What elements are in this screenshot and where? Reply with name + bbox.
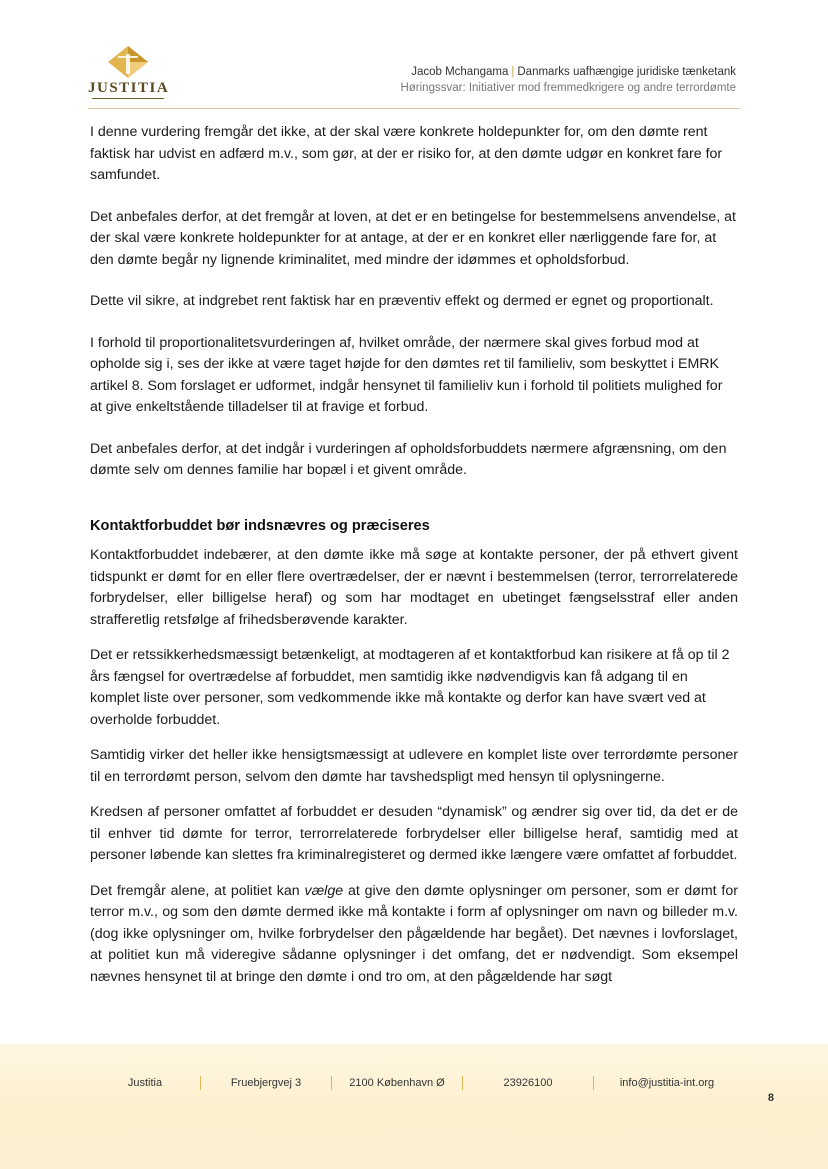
paragraph-9: Kredsen af personer omfattet af forbuddet er desuden “dynamisk” og ændrer sig over tid, da det er de til enhver tid dømte for terror, terrorrelaterede forbrydelser eller billigelse heraf, samtidig med at personer løbende kan slettes fra kriminalregisteret og dermed ikke længere være omfattet af forbuddet. (90, 804, 738, 863)
header-author-line (400, 66, 736, 78)
justitia-emblem-icon (104, 44, 152, 80)
paragraph-6: Kontaktforbuddet indebærer, at den dømte ikke må søge at kontakte personer, der på ethvert givent tidspunkt er dømt for en eller flere overtrædelser, der er nævnt i bestemmelsen (terror, terrorrelaterede forbrydelser, eller billigelse heraf) og som har modtaget en ubetinget fængselsstraf eller anden strafferetlig retsfølge af frihedsberøvende karakter. (90, 547, 738, 628)
emphasis-word: vælge (304, 882, 344, 899)
paragraph-10-end: at give den dømte oplysninger om personer, som er dømt for terror m.v., og som den dømte dermed ikke må kontakte i form af oplysninger om navn og billeder m.v. (dog ikke oplysninger om, hvilke forbrydelser den pågældende har begået). Det nævnes i lovforslaget, at politiet kun må videregive sådanne oplysninger i det omfang, det er nødvendigt. Som eksempel nævnes hensynet til at bringe den dømte i ond tro om, at den pågældende har søgt (90, 882, 738, 985)
logo-text: JUSTITIA (88, 80, 170, 96)
page-header (0, 0, 828, 112)
paragraph-10 (90, 881, 738, 989)
paragraph-4: I forhold til proportionalitetsvurderingen af, hvilket område, der nærmere skal gives forbud mod at opholde sig i, ses der ikke at være taget højde for den dømtes ret til familieliv, som beskyttet i EMRK artikel 8. Som forslaget er udformet, indgår hensynet til familieliv kun i forhold til politiets mulighed for at give enkeltstående tilladelser til at fravige et forbud. (90, 334, 723, 415)
footer-name: Justitia (127, 1077, 163, 1089)
paragraph-3: Dette vil sikre, at indgrebet rent faktisk har en præventiv effekt og dermed er egnet og proportionalt. (90, 293, 714, 309)
header-info (400, 66, 736, 94)
section-heading: Kontaktforbuddet bør indsnævres og præciseres (90, 517, 430, 534)
logo-underline (92, 98, 164, 99)
footer-phone: 23926100 (503, 1077, 553, 1089)
paragraph-7: Det er retssikkerhedsmæssigt betænkeligt, at modtageren af et kontaktforbud kan risikere at få op til 2 års fængsel for overtrædelse af forbuddet, men samtidig ikke nødvendigvis kan få adgang til en komplet liste over personer, som vedkommende ikke må kontakte og derfor kan have svært ved at overholde forbuddet. (90, 647, 730, 728)
footer-email: info@justitia-int.org (619, 1077, 715, 1089)
paragraph-1: I denne vurdering fremgår det ikke, at der skal være konkrete holdepunkter for, om den dømte rent faktisk har udvist en adfærd m.v., som gør, at der er risiko for, at den dømte udgør en konkret fare for samfundet. (90, 124, 723, 183)
header-divider (88, 108, 740, 109)
page-footer (0, 1044, 828, 1169)
header-separator: | (511, 66, 515, 78)
footer-street: Fruebjergvej 3 (230, 1077, 302, 1089)
header-organisation: Danmarks uafhængige juridiske tænketank (517, 66, 736, 78)
paragraph-8: Samtidig virker det heller ikke hensigtsmæssigt at udlevere en komplet liste over terrordømte personer til en terrordømt person, selvom den dømte har tavshedspligt med hensyn til oplysningerne. (90, 747, 738, 785)
footer-contact-row (90, 1076, 740, 1090)
paragraph-10-start: Det fremgår alene, at politiet kan (90, 882, 305, 899)
header-author: Jacob Mchangama (411, 66, 509, 78)
paragraph-5: Det anbefales derfor, at det indgår i vurderingen af opholdsforbuddets nærmere afgrænsning, om den dømte selv om dennes familie har bopæl i et givent område. (90, 440, 727, 478)
paragraph-2: Det anbefales derfor, at det fremgår at loven, at det er en betingelse for bestemmelsens anvendelse, at der skal være konkrete holdepunkter for at antage, at der er en konkret eller nærliggende fare for, at den dømte begår ny lignende kriminalitet, med mindre der idømmes et opholdsforbud. (90, 208, 736, 268)
header-subtitle: Høringssvar: Initiativer mod fremmedkrigere og andre terrordømte (400, 82, 736, 94)
page-number: 8 (767, 1092, 774, 1104)
justitia-logo (88, 44, 168, 102)
document-body (90, 122, 738, 1002)
footer-city: 2100 København Ø (349, 1077, 445, 1089)
